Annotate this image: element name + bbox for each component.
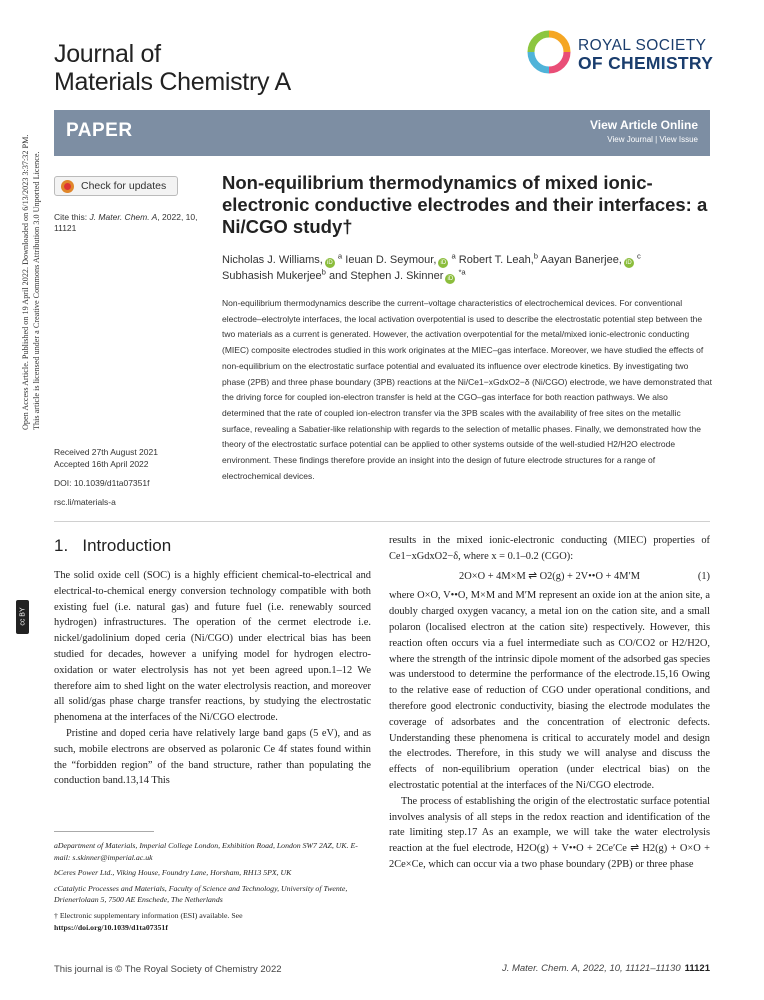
crossmark-icon (61, 180, 74, 193)
publisher-line1: ROYAL SOCIETY (578, 37, 707, 54)
author-name: Nicholas J. Williams, (222, 254, 323, 266)
section-number: 1. (54, 536, 69, 555)
section-heading (54, 536, 171, 556)
cite-rest: , 2022, 10, 11121 (54, 212, 198, 233)
esi-text: † Electronic supplementary information (ESI) available. See (54, 910, 243, 920)
body-paragraph: Pristine and doped ceria have relatively large band gaps (5 eV), and as such, mobile electrons are observed as polaronic Ce 4f states found within the “forbidden region” of the band structure, rather than populating the conduction band.13,14 This (54, 727, 371, 787)
author-affiliation: b (321, 267, 326, 277)
publisher-name (578, 37, 713, 72)
orcid-icon[interactable]: iD (438, 258, 448, 268)
journal-title-line2: Materials Chemistry A (54, 68, 291, 96)
cite-label: Cite this: (54, 212, 88, 222)
body-paragraph: The process of establishing the origin of the electrostatic surface potential involves analysis of all steps in the redox reaction and identification of the rate limiting step.17 As an example, we will take the water electrolysis reaction at the fuel electrode, H2O(g) + V••O + 2Ce′Ce ⇌ H2(g) + O×O + 2Ce×Ce, which can occur via a two phase boundary (2PB) or three phase (389, 795, 710, 870)
article-type-label: PAPER (66, 120, 133, 141)
equation-1 (389, 569, 710, 585)
open-access-line1: Open Access Article. Published on 19 April 2022. Downloaded on 6/13/2023 3:37:32 PM. (21, 134, 30, 430)
section-divider (54, 521, 710, 522)
author-name: Robert T. Leah, (458, 254, 534, 266)
body-paragraph: The solid oxide cell (SOC) is a highly efficient chemical-to-electrical and electrical-to-chemical energy conversion technology compatible with both existing fuel (i.e. natural gas) and future fuel (i.e. renewably sourced hydrogen) infrastructures. The operation of the cermet electrode i.e. nickel/gadolinium doped ceria (Ni/CGO) under electrical bias has been studied for decades, however a unifying model for hydrogen electro-oxidation or water electrolysis has not yet been agreed upon.1–12 We therefore aim to shed light on the water electrolysis reaction, and moreover all solid/gas phase charge transfer reactions, by studying the electrostatic phenomena at the interfaces of the Ni/CGO electrode. (54, 570, 371, 724)
orcid-icon[interactable]: iD (325, 258, 335, 268)
author-list (222, 252, 712, 284)
cc-license-badge[interactable] (16, 600, 29, 634)
orcid-icon[interactable]: iD (445, 274, 455, 284)
journal-title (54, 40, 291, 96)
open-access-notice (20, 0, 42, 430)
author-affiliation: *a (458, 267, 466, 277)
publisher-line2: OF CHEMISTRY (578, 53, 714, 73)
footnotes (54, 840, 371, 937)
equation-number: (1) (697, 570, 710, 582)
cc-badge-label: cc BY (19, 607, 27, 626)
accepted-date: Accepted 16th April 2022 (54, 459, 149, 469)
article-title: Non-equilibrium thermodynamics of mixed ionic-electronic conductive electrodes and their interfaces: a Ni/CGO study† (222, 172, 708, 237)
abstract (222, 296, 712, 484)
footer-citation (502, 963, 710, 974)
check-updates-label: Check for updates (81, 180, 167, 192)
open-access-line2[interactable]: This article is licensed under a Creative Commons Attribution 3.0 Unported Licence. (32, 151, 41, 430)
footnote-rule (54, 831, 154, 832)
affiliation-b: bCeres Power Ltd., Viking House, Foundry Lane, Horsham, RH13 5PX, UK (54, 868, 292, 878)
view-journal-issue-links[interactable]: View Journal | View Issue (607, 135, 698, 144)
author-affiliation: b (533, 251, 539, 261)
received-date: Received 27th August 2021 (54, 447, 158, 457)
cite-journal: J. Mater. Chem. A (89, 212, 158, 222)
orcid-icon[interactable]: iD (624, 258, 634, 268)
equation-text: 2O×O + 4M×M ⇌ O2(g) + 2V••O + 4M′M (459, 570, 640, 582)
view-article-online-link[interactable]: View Article Online (589, 118, 698, 132)
article-dates (54, 446, 214, 470)
esi-link[interactable]: https://doi.org/10.1039/d1ta07351f (54, 922, 168, 932)
check-for-updates-button[interactable] (54, 176, 178, 196)
author-affiliation: a (337, 251, 343, 261)
doi: DOI: 10.1039/d1ta07351f (54, 478, 150, 488)
affiliation-c: cCatalytic Processes and Materials, Faculty of Science and Technology, University of Twente, Drienerlolaan 5, 7500 AE Enschede, The Netherlands (54, 883, 348, 905)
citation-info (54, 212, 214, 234)
author-affiliation: a (451, 251, 456, 261)
body-paragraph: results in the mixed ionic-electronic conducting (MIEC) properties of Ce1−xGdxO2−δ, where x = 0.1–0.2 (CGO): (389, 535, 710, 562)
author-name: Aayan Banerjee, (540, 254, 622, 266)
journal-short-link[interactable]: rsc.li/materials-a (54, 497, 116, 507)
body-column-right (389, 533, 710, 873)
page-number: 11121 (684, 963, 710, 974)
author-name: Ieuan D. Seymour, (345, 254, 437, 266)
footer-journal-ref: J. Mater. Chem. A, 2022, 10, 11121–11130 (501, 963, 681, 974)
section-title: Introduction (82, 536, 172, 555)
author-name: and Stephen J. Skinner (329, 270, 444, 282)
article-type-banner (54, 110, 710, 156)
body-paragraph: where O×O, V••O, M×M and M′M represent an oxide ion at the anion site, a doubly charged oxygen vacancy, a metal ion on the cation site, and a small polaron (localised electron at the cation site) respectively. However, this reaction often occurs via a fuel intermediate such as CO/CO2 or H2/H2O, where the strength of the intrinsic dipole moment of the adsorbed gas species was understood to determine the performance of the electrode.15,16 Owing to the relative ease of reduction of CGO under operational conditions, and therefore good electronic conductivity, biasing the electrode modulates the coverage of adsorbates and the concentration of electronic defects. Understanding these phenomena is critical to accurately model and design the electrodes. Therefore, in this study we will analyse and discuss the effects of non-equilibrium operation (under electrical bias) on the electrostatic potential at the interfaces of the Ni/CGO electrode. (389, 590, 710, 791)
journal-title-line1: Journal of (54, 40, 161, 68)
affiliation-a: aDepartment of Materials, Imperial College London, Exhibition Road, London SW7 2AZ, UK. E-mail: s.skinner@imperial.ac.uk (54, 841, 358, 862)
esi-note (54, 910, 371, 933)
author-name: Subhasish Mukerjee (222, 270, 322, 282)
author-affiliation: c (636, 251, 641, 261)
footer-copyright: This journal is © The Royal Society of Chemistry 2022 (54, 964, 282, 975)
rsc-logo-icon (527, 30, 571, 74)
abstract-text: Non-equilibrium thermodynamics describe the current–voltage characteristics of electrochemical devices. For conventional electrode–electrolyte interfaces, the local activation overpotential is used to describe the electrostatic potential step between the two materials as a current is generated. However, the activation overpotential for the metal/mixed ionic-electronic conducting (MIEC) composite electrodes studied in this work originates at the MIEC–gas interface. Moreover, we have studied the effects of non-equilibrium on the electrostatic surface potential and evaluated its influence over electrode kinetics. By investigating two phase (2PB) and three phase boundary (3PB) reactions at the Ni/Ce1−xGdxO2−δ (Ni/CGO) electrode, we have demonstrated that the driving force for coupled ion-electron transfer is held at the CGO–gas interface for both reaction pathways. We also determined that the rate of coupled ion-electron transfer via the 3PB scales with the availability of free sites on the metallic surface, revealing a Sabatier-like relationship with regards to the selection of metallic phases. Finally, we demonstrated how the theory of the electrostatic surface potential can be applied to other systems outside of the well-studied H2/H2O electrode environment. These findings therefore provide an insight into the design of future electrode structures for a range of electrochemical devices. (222, 298, 712, 481)
body-column-left (54, 568, 371, 789)
